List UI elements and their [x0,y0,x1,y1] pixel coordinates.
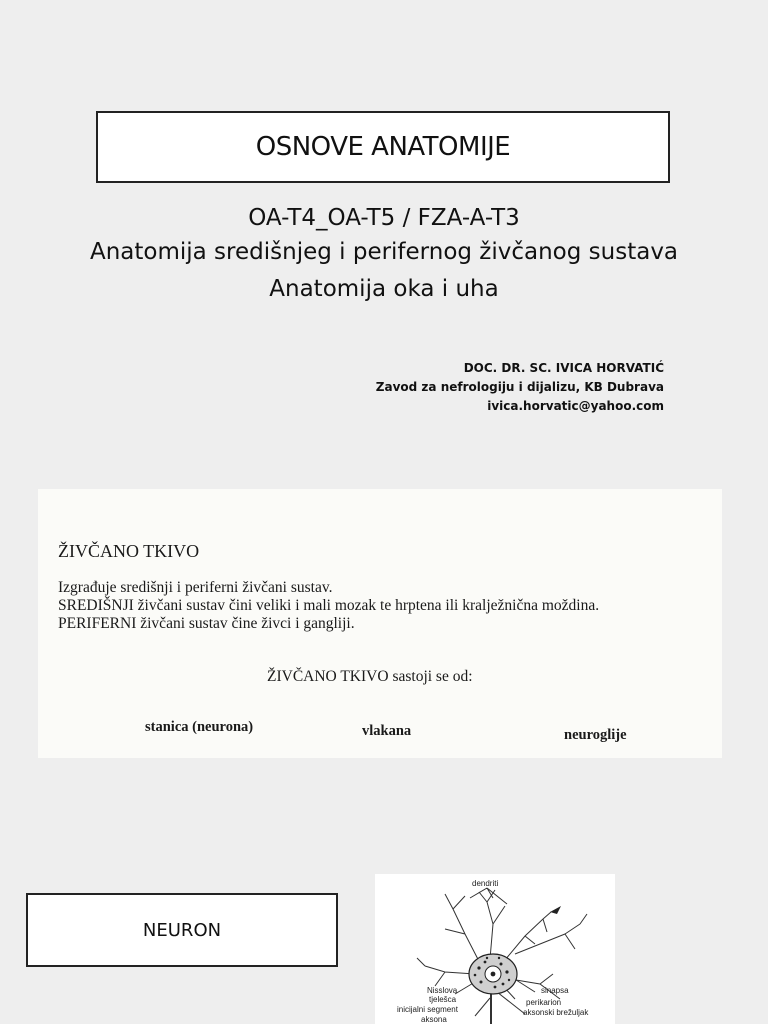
title-box [96,111,670,183]
scan-paragraph [58,579,599,633]
label-axon-hillock: aksonski brežuljak [523,1008,589,1017]
neuron-diagram [375,874,615,1024]
nucleolus [491,972,496,977]
course-codes: OA-T4_OA-T5 / FZA-A-T3 [248,205,520,231]
label-initial-segment-2: aksona [421,1015,447,1024]
neuron-label: NEURON [142,919,222,941]
label-nissl-1: Nisslova [427,986,458,995]
scan-line-2 [58,597,599,615]
scan-heading: ŽIVČANO TKIVO [58,541,200,561]
author-email[interactable]: ivica.horvatic@yahoo.com [487,399,664,413]
neuron-drawing [375,874,615,1024]
scan-line-1: Izgrađuje središnji i periferni živčani sustav. [58,579,333,596]
lecture-subtopic: Anatomija oka i uha [269,276,499,302]
lecture-topic: Anatomija središnjeg i perifernog živčanog sustava [89,239,679,265]
scan-lead-keyword: ŽIVČANO TKIVO [267,668,389,685]
scanned-textbook-excerpt [38,489,722,758]
scan-keyword-central: SREDIŠNJI [58,597,134,614]
scan-lead [267,668,473,686]
label-initial-segment-1: inicijalni segment [397,1005,458,1014]
scan-line-3 [58,615,599,633]
scan-line-3-text: živčani sustav čine živci i gangliji. [136,615,355,632]
scan-lead-text: sastoji se od: [388,668,473,685]
component-neurons: stanica (neurona) [145,719,254,735]
component-neuroglia: neuroglije [564,727,627,743]
label-dendrites: dendriti [472,879,499,888]
author-institution: Zavod za nefrologiju i dijalizu, KB Dubrava [375,380,664,394]
page-title: OSNOVE ANATOMIJE [255,132,511,162]
label-perikaryon: perikarion [526,998,562,1007]
author-name: DOC. DR. SC. IVICA HORVATIĆ [463,361,664,375]
component-fibers: vlakana [362,723,412,739]
scan-line-2-text: živčani sustav čini veliki i mali mozak te hrptena ili kralježnična moždina. [133,597,600,614]
scan-keyword-peripheral: PERIFERNI [58,615,137,632]
label-nissl-2: tjelešca [429,995,457,1004]
neuron-box [26,893,338,967]
author-block [376,359,664,416]
label-synapse: sinapsa [541,986,569,995]
